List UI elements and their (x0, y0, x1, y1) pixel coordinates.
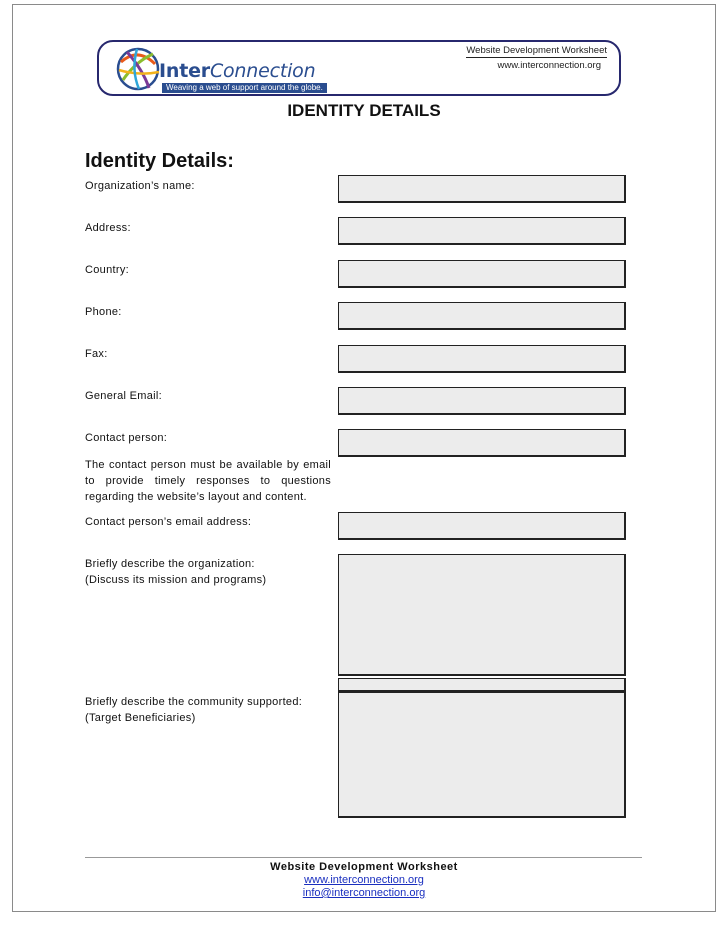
header-worksheet-title: Website Development Worksheet (466, 45, 607, 56)
describe-community-field[interactable] (338, 692, 626, 818)
phone-label: Phone: (85, 306, 122, 318)
contact-person-field[interactable] (338, 429, 626, 457)
contact-person-label: Contact person: (85, 432, 168, 444)
fax-field[interactable] (338, 345, 626, 373)
fax-label: Fax: (85, 348, 108, 360)
general-email-field[interactable] (338, 387, 626, 415)
footer-divider (85, 857, 642, 858)
describe-org-hint: (Discuss its mission and programs) (85, 574, 267, 586)
describe-org-field-extension (338, 678, 626, 692)
describe-community-label: Briefly describe the community supported: (85, 696, 303, 708)
logo-connection: Connection (209, 60, 316, 82)
org-name-field[interactable] (338, 175, 626, 203)
globe-logo-icon (113, 42, 163, 92)
country-label: Country: (85, 264, 129, 276)
contact-note: The contact person must be available by email to provide timely responses to questions regarding the website’s layout and content. (85, 459, 331, 503)
contact-email-field[interactable] (338, 512, 626, 540)
footer-url-link[interactable]: www.interconnection.org (304, 874, 424, 886)
country-field[interactable] (338, 260, 626, 288)
phone-field[interactable] (338, 302, 626, 330)
logo-tagline: Weaving a web of support around the globe. (162, 83, 327, 93)
header-banner (97, 40, 621, 96)
address-field[interactable] (338, 217, 626, 245)
general-email-label: General Email: (85, 390, 162, 402)
section-title: Identity Details: (85, 150, 234, 172)
logo-inter: Inter (159, 60, 210, 82)
contact-email-label: Contact person’s email address: (85, 516, 252, 528)
logo-wordmark (159, 60, 315, 82)
address-label: Address: (85, 222, 131, 234)
footer-email-link[interactable]: info@interconnection.org (302, 887, 426, 899)
describe-community-hint: (Target Beneficiaries) (85, 712, 196, 724)
document-title: IDENTITY DETAILS (287, 101, 441, 120)
footer-title: Website Development Worksheet (270, 861, 458, 873)
describe-org-label: Briefly describe the organization: (85, 558, 255, 570)
describe-org-field[interactable] (338, 554, 626, 676)
header-worksheet-url: www.interconnection.org (497, 60, 601, 71)
org-name-label: Organization’s name: (85, 180, 195, 192)
